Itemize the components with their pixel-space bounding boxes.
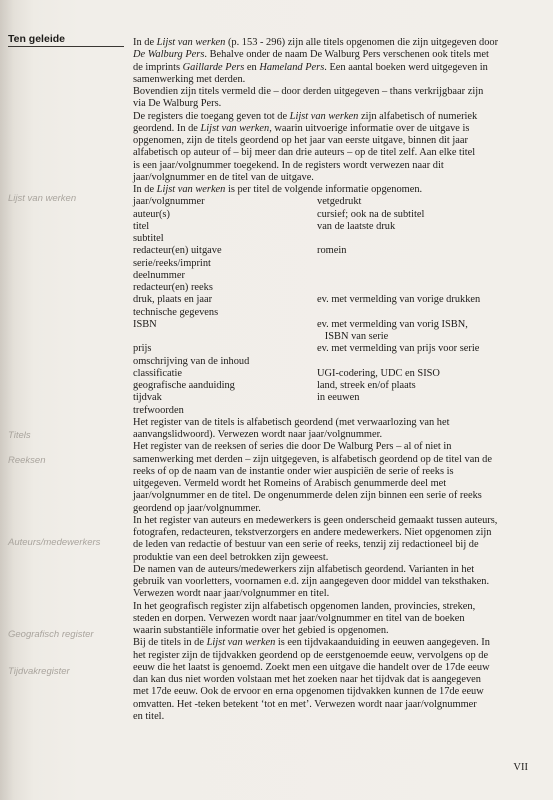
table-field-name: titel <box>133 220 150 232</box>
table-field-note: ev. met vermelding van vorige drukken <box>317 294 481 306</box>
table-field-note: UGI-codering, UDC en SISO <box>317 367 440 379</box>
table-field-name: trefwoorden <box>133 404 184 416</box>
table-field-name: geografische aanduiding <box>133 380 235 391</box>
table-field-name: druk, plaats en jaar <box>133 294 213 306</box>
table-field-note <box>317 405 533 417</box>
table-field-note: in eeuwen <box>317 392 360 404</box>
table-field-name: jaar/volgnummer <box>133 196 205 208</box>
margin-label-reeksen: Reeksen <box>8 455 46 466</box>
table-field-note <box>317 270 533 282</box>
section-heading-ten-geleide: Ten geleide <box>8 33 124 47</box>
table-field-note: ISBN van serie <box>317 331 389 342</box>
auteurs-paragraph: In het register van auteurs en medewerkers is geen onderscheid gemaakt tussen auteurs, fotografen, redacteuren, tekstverzorgers en andere medewerkers. Niet opgenomen zijn de leden van redactie of bestuur van een serie of reeks, tenzij zij redactioneel bij de produktie van een deel betrokken zijn geweest. De namen van de auteurs/medewerkers zijn alfabetisch geordend. Varianten in het gebruik van voorletters, voornamen e.d. zijn aangegeven door middel van teksthaken. Verwezen wordt naar jaar/volgnummer en titel. <box>133 514 498 600</box>
body-text <box>133 37 533 723</box>
table-field-name: prijs <box>133 343 152 355</box>
lijst-paragraph: In de Lijst van werken is per titel de volgende informatie opgenomen. jaar/volgnummer vetgedrukt auteur(s) cursief; ook na de subtitel titel van de laatste druk subtitel redacteur(en) uitgave romein serie/reeks/imprint deelnummer redacteur(en) reeks druk, plaats en jaar ev. met vermelding van vorige drukken technische gegevens ISBN ev. met vermelding van vorig ISBN, ISBN van serie prijs ev. met vermelding van prijs voor serie omschrijving van de inhoud classificatie UGI-codering, UDC en SISO geografische aanduiding land, streek en/of plaats tijdvak in eeuwen trefwoorden <box>133 184 533 417</box>
table-field-name: subtitel <box>133 233 164 244</box>
table-field-name: classificatie <box>133 367 183 379</box>
margin-label-titels: Titels <box>8 430 31 441</box>
table-field-name <box>133 331 317 343</box>
titels-paragraph: Het register van de titels is alfabetisch geordend (met verwaarlozing van het aanvangslidwoord). Verwezen wordt naar jaar/volgnummer. <box>133 416 450 440</box>
margin-label-tijdvakregister: Tijdvakregister <box>8 666 70 677</box>
table-field-name: omschrijving van de inhoud <box>133 355 250 367</box>
table-field-note <box>317 356 533 368</box>
info-fields-table <box>133 196 533 417</box>
table-field-note <box>317 258 533 270</box>
table-field-note <box>317 307 533 319</box>
table-field-note: vetgedrukt <box>317 196 362 208</box>
table-field-name: redacteur(en) reeks <box>133 282 213 293</box>
table-field-name: tijdvak <box>133 392 162 404</box>
table-field-note: van de laatste druk <box>317 220 396 232</box>
table-field-name: redacteur(en) uitgave <box>133 245 222 257</box>
tijdvak-paragraph: Bij de titels in de Lijst van werken is een tijdvakaanduiding in eeuwen aangegeven. In het register zijn de tijdvakken geordend op de eerstgenoemde eeuw, vervolgens op de eeuw die het laatst is genoemd. Zoekt men een uitgave die handelt over de 17de eeuw dan kan dus niet worden volstaan met het zoeken naar het tijdvak dat is aangegeven met 17de eeuw. Ook de ervoor en erna opgenomen tijdvakken kunnen de 17de eeuw omvatten. Het -teken betekent ‘tot en met’. Verwezen wordt naar jaar/volgnummer en titel. <box>133 637 490 722</box>
table-field-note: cursief; ook na de subtitel <box>317 208 425 220</box>
intro-paragraph: In de Lijst van werken (p. 153 - 296) zijn alle titels opgenomen die zijn uitgegeven door De Walburg Pers. Behalve onder de naam De Walburg Pers verschenen ook titels met de imprints Gaillarde Pers en Hameland Pers. Een aantal boeken werd uitgegeven in samenwerking met derden. Bovendien zijn titels vermeld die – door derden uitgegeven – thans verkrijgbaar zijn via De Walburg Pers. <box>133 37 499 110</box>
table-field-note: ev. met vermelding van prijs voor serie <box>317 343 480 355</box>
reeksen-paragraph: Het register van de reeksen of series die door De Walburg Pers – al of niet in samenwerking met derden – zijn uitgegeven, is alfabetisch geordend op de titel van de reeks of op de naam van de instantie onder wier auspiciën de serie of reeks is uitgegeven. Vermeld wordt het Romeins of Arabisch genummerde deel met jaar/volgnummer en de titel. De ongenummerde delen zijn binnen een serie of reeks geordend op jaar/volgnummer. <box>133 441 492 514</box>
margin-label-lijst-van-werken: Lijst van werken <box>8 193 77 204</box>
registers-paragraph: De registers die toegang geven tot de Lijst van werken zijn alfabetisch of numeriek geordend. In de Lijst van werken, waarin uitvoerige informatie over de uitgave is opgenomen, zijn de titels geordend op het jaar van eerste uitgave, binnen dit jaar alfabetisch op auteur of – bij meer dan drie auteurs – op de titel zelf. Aan elke titel is een jaar/volgnummer toegekend. In de registers wordt verwezen naar dit jaar/volgnummer en de titel van de uitgave. <box>133 110 478 183</box>
table-field-name: ISBN <box>133 318 157 330</box>
table-field-name: technische gegevens <box>133 306 219 318</box>
table-field-note <box>317 233 533 245</box>
table-field-note: land, streek en/of plaats <box>317 380 416 391</box>
table-field-note: ev. met vermelding van vorig ISBN, <box>317 318 468 330</box>
table-field-note: romein <box>317 245 347 257</box>
margin-label-geografisch-register: Geografisch register <box>8 629 94 640</box>
page-number: VII <box>513 762 528 773</box>
margin-label-auteurs-medewerkers: Auteurs/medewerkers <box>8 537 101 548</box>
geografisch-paragraph: In het geografisch register zijn alfabetisch opgenomen landen, provincies, streken, steden en dorpen. Verwezen wordt naar jaar/volgnummer en titel van de boeken waarin substantiële informatie over het gebied is opgenomen. <box>133 600 476 636</box>
table-field-name: auteur(s) <box>133 208 170 220</box>
table-field-note <box>317 282 533 294</box>
table-field-name: deelnummer <box>133 269 185 281</box>
table-field-name: serie/reeks/imprint <box>133 257 211 269</box>
